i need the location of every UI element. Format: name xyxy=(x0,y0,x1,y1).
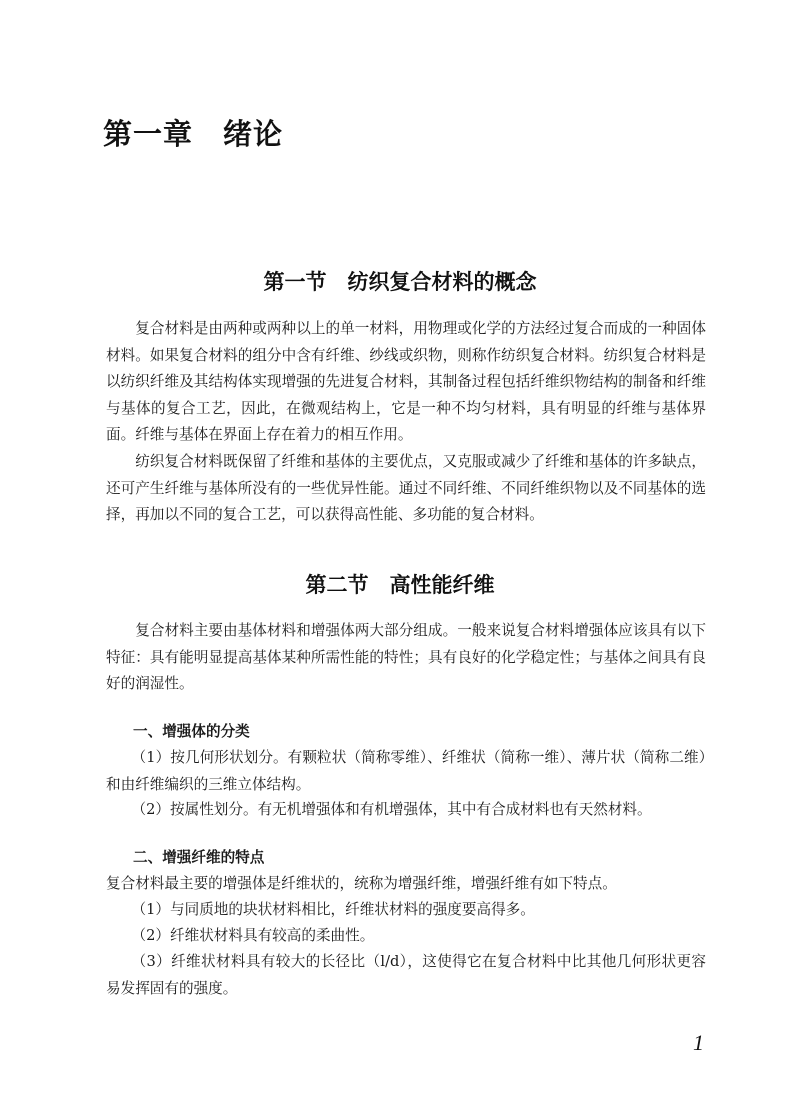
section-title: 第二节 高性能纤维 xyxy=(305,573,495,597)
page-number: 1 xyxy=(693,1030,704,1055)
paragraph: 复合材料最主要的增强体是纤维状的，统称为增强纤维，增强纤维有如下特点。 xyxy=(106,875,617,892)
list-item: （1）按几何形状划分。有颗粒状（简称零维）、纤维状（简称一维）、薄片状（简称二维）和由纤维编织的三维立体结构。 xyxy=(106,749,706,793)
paragraph: 纺织复合材料既保留了纤维和基体的主要优点，又克服或减少了纤维和基体的许多缺点，还可产生纤维与基体所没有的一些优异性能。通过不同纤维、不同纤维织物以及不同基体的选择，再加以不同的复合工艺，可以获得高性能、多功能的复合材料。 xyxy=(106,453,706,523)
section-title: 第一节 纺织复合材料的概念 xyxy=(263,270,537,294)
list-item: （1）与同质地的块状材料相比，纤维状材料的强度要高得多。 xyxy=(131,901,535,918)
subsection-heading: 一、增强体的分类 xyxy=(133,723,250,740)
paragraph: 复合材料是由两种或两种以上的单一材料，用物理或化学的方法经过复合而成的一种固体材料。如果复合材料的组分中含有纤维、纱线或织物，则称作纺织复合材料。纺织复合材料是以纺织纤维及其结构体实现增强的先进复合材料，其制备过程包括纤维织物结构的制备和纤维与基体的复合工艺，因此，在微观结构上，它是一种不均匀材料，具有明显的纤维与基体界面。纤维与基体在界面上存在着力的相互作用。 xyxy=(106,320,706,443)
list-item: （2）纤维状材料具有较高的柔曲性。 xyxy=(131,927,375,944)
list-item: （2）按属性划分。有无机增强体和有机增强体，其中有合成材料也有天然材料。 xyxy=(131,801,652,818)
chapter-title: 第一章 绪论 xyxy=(103,117,284,151)
list-item: （3）纤维状材料具有较大的长径比（l/d），这使得它在复合材料中比其他几何形状更容易发挥固有的强度。 xyxy=(106,953,706,997)
paragraph: 复合材料主要由基体材料和增强体两大部分组成。一般来说复合材料增强体应该具有以下特征：具有能明显提高基体某种所需性能的特性；具有良好的化学稳定性；与基体之间具有良好的润湿性。 xyxy=(106,622,706,692)
subsection-heading: 二、增强纤维的特点 xyxy=(133,849,265,866)
